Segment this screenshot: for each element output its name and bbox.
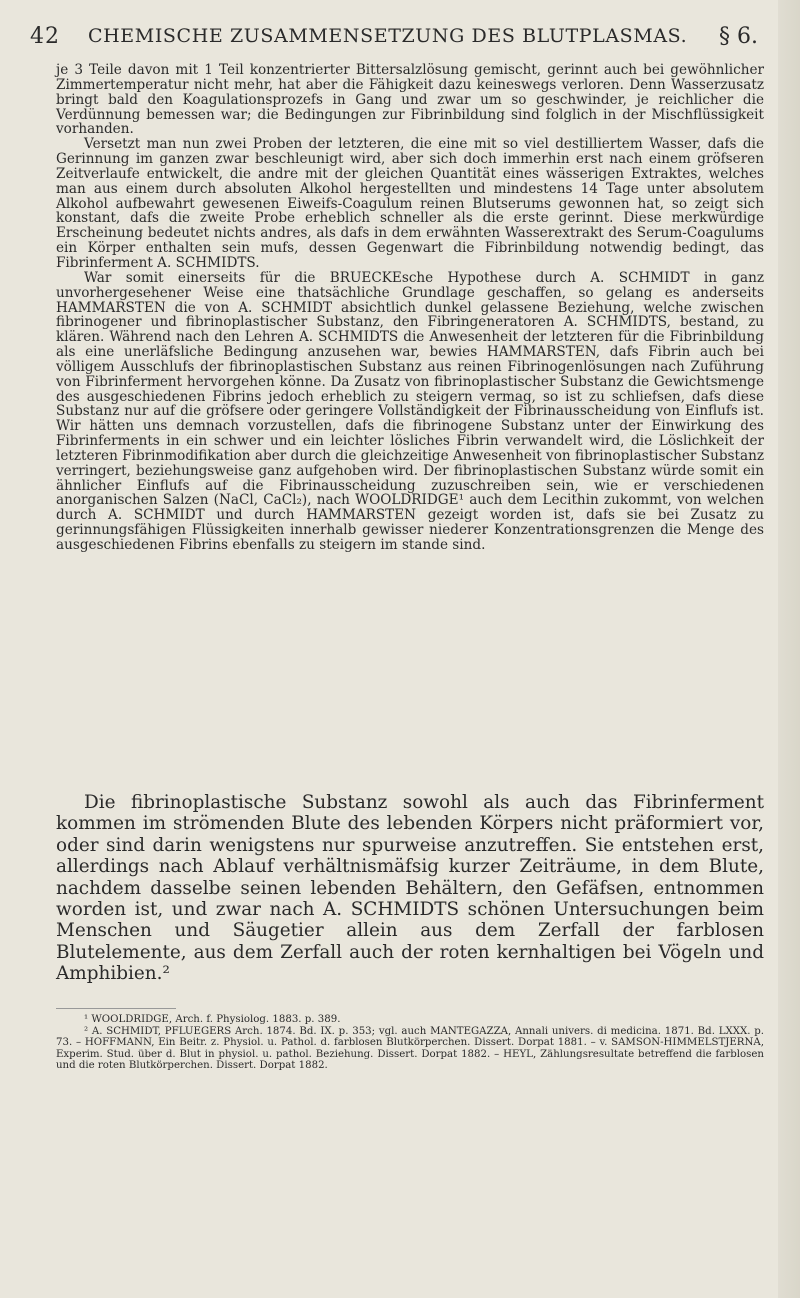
footnote-rule (56, 1008, 176, 1009)
page-edge (778, 0, 800, 1298)
small-print-section (56, 63, 764, 553)
footnote-2: ² A. SCHMIDT, PFLUEGERS Arch. 1874. Bd. IX. p. 353; vgl. auch MANTEGAZZA, Annali univers. di medicina. 1871. Bd. LXXX. p. 73. – HOFFMANN, Ein Beitr. z. Physiol. u. Pathol. d. farblosen Blutkörperchen. Dissert. Dorpat 1881. – v. SAMSON-HIMMELSTJERNA, Experim. Stud. über d. Blut in physiol. u. pathol. Beziehung. Dissert. Dorpat 1882. – HEYL, Zählungsresultate betreffend die farblosen und die roten Blutkörperchen. Dissert. Dorpat 1882. (56, 1025, 764, 1072)
paragraph-1: je 3 Teile davon mit 1 Teil konzentrierter Bittersalzlösung gemischt, gerinnt auch bei gewöhnlicher Zimmertemperatur nicht mehr, hat aber die Fähigkeit dazu keineswegs verloren. Denn Wasserzusatz bringt bald den Koagulationsprozefs in Gang und zwar um so geschwinder, je reichlicher die Verdünnung bemessen war; die Bedingungen zur Fibrinbildung sind folglich in der Mischflüssigkeit vorhanden. (56, 62, 764, 138)
large-print-section (56, 792, 764, 985)
page-header (30, 24, 770, 54)
page-number: 42 (30, 24, 60, 49)
footnotes (56, 1014, 764, 1072)
section-mark: § 6. (719, 24, 758, 49)
footnote-1: ¹ WOOLDRIDGE, Arch. f. Physiolog. 1883. p. 389. (84, 1014, 341, 1025)
running-title: CHEMISCHE ZUSAMMENSETZUNG DES BLUTPLASMAS. (88, 25, 688, 47)
paragraph-main: Die fibrinoplastische Substanz sowohl als auch das Fibrinferment kommen im strömenden Blute des lebenden Körpers nicht präformiert vor, oder sind darin wenigstens nur spurweise anzutreffen. Sie entstehen erst, allerdings nach Ablauf verhältnismäfsig kurzer Zeiträume, in dem Blute, nachdem dasselbe seinen lebenden Behältern, den Gefäfsen, entnommen worden ist, und zwar nach A. SCHMIDTS schönen Untersuchungen beim Menschen und Säugetier allein aus dem Zerfall der farblosen Blutelemente, aus dem Zerfall auch der roten kernhaltigen bei Vögeln und Amphibien.² (56, 792, 764, 985)
paragraph-3: War somit einerseits für die BRUECKEsche Hypothese durch A. SCHMIDT in ganz unvorhergesehener Weise eine thatsächliche Grundlage geschaffen, so gelang es anderseits HAMMARSTEN die von A. SCHMIDT absichtlich dunkel gelassene Beziehung, welche zwischen fibrinogener und fibrinoplastischer Substanz, den Fibringeneratoren A. SCHMIDTS, bestand, zu klären. Während nach den Lehren A. SCHMIDTS die Anwesenheit der letzteren für die Fibrinbildung als eine unerläfsliche Bedingung anzusehen war, bewies HAMMARSTEN, dafs Fibrin auch bei völligem Ausschlufs der fibrinoplastischen Substanz aus reinen Fibrinogenlösungen nach Zuführung von Fibrinferment hervorgehen könne. Da Zusatz von fibrinoplastischer Substanz die Gewichtsmenge des ausgeschiedenen Fibrins jedoch erheblich zu steigern vermag, so ist zu schliefsen, dafs diese Substanz nur auf die gröfsere oder geringere Vollständigkeit der Fibrinausscheidung von Einflufs ist. Wir hätten uns demnach vorzustellen, dafs die fibrinogene Substanz unter der Einwirkung des Fibrinferments in ein schwer und ein leichter lösliches Fibrin verwandelt wird, die Löslichkeit der letzteren Fibrinmodifikation aber durch die gleichzeitige Anwesenheit von fibrinoplastischer Substanz verringert, beziehungsweise ganz aufgehoben wird. Der fibrinoplastischen Substanz würde somit ein ähnlicher Einflufs auf die Fibrinausscheidung zuzuschreiben sein, wie er verschiedenen anorganischen Salzen (NaCl, CaCl₂), nach WOOLDRIDGE¹ auch dem Lecithin zukommt, von welchen durch A. SCHMIDT und durch HAMMARSTEN gezeigt worden ist, dafs sie bei Zusatz zu gerinnungsfähigen Flüssigkeiten innerhalb gewisser niederer Konzentrationsgrenzen die Menge des ausgeschiedenen Fibrins ebenfalls zu steigern im stande sind. (56, 269, 764, 553)
paragraph-2: Versetzt man nun zwei Proben der letzteren, die eine mit so viel destilliertem Wasser, dafs die Gerinnung im ganzen zwar beschleunigt wird, aber sich doch immerhin erst nach einem gröfseren Zeitverlaufe entwickelt, die andre mit der gleichen Quantität eines wässerigen Extraktes, welches man aus einem durch absoluten Alkohol hergestellten und mindestens 14 Tage unter absolutem Alkohol aufbewahrt gewesenen Eiweifs-Coagulum reinen Blutserums gewonnen hat, so zeigt sich konstant, dafs die zweite Probe erheblich schneller als die erste gerinnt. Diese merkwürdige Erscheinung bedeutet nichts andres, als dafs in dem erwähnten Wasserextrakt des Serum-Coagulums ein Körper enthalten sein mufs, dessen Gegenwart die Fibrinbildung notwendig bedingt, das Fibrinferment A. SCHMIDTS. (56, 136, 764, 271)
